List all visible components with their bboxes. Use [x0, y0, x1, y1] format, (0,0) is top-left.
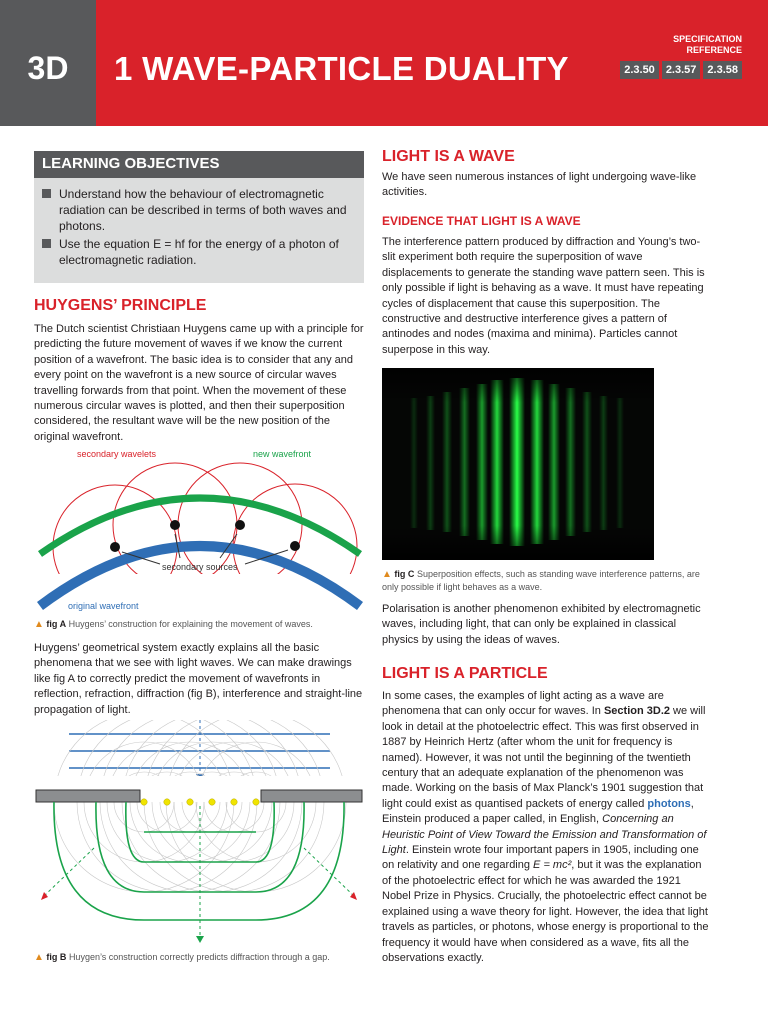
- huygens-paragraph-2: Huygens’ geometrical system exactly explains all the basic phenomena that we see with light waves. We can make drawings like fig A to correctly predict the movement of wavefronts in reflection, refraction, diffraction (fig B), interference and straight-line propagation of light.: [34, 642, 363, 716]
- fig-b-caption: [34, 951, 364, 964]
- gap-source-dot: [164, 799, 170, 805]
- gap-source-dot: [253, 799, 259, 805]
- text-run: , Einstein produced a paper called, in English,: [382, 797, 694, 826]
- page-title: 1 WAVE-PARTICLE DUALITY: [114, 50, 569, 87]
- light-particle-paragraph: [382, 689, 712, 966]
- learning-objectives-box: [34, 151, 364, 283]
- text-run: , but it was the explanation of the photoelectric effect for which he was awarded the 1921 Nobel Prize in Physics. Crucially, the photoelectric effect cannot be explained using a wave theory for light. However, the idea that light travels as particles, or photons, whose energy is proportional to the frequency it would have when considered as a wave, fits all the observations exactly.: [382, 859, 709, 964]
- gap-source-dot: [141, 799, 147, 805]
- chapter-code: 3D: [27, 50, 69, 86]
- gap-source-dot: [187, 799, 193, 805]
- text-run: In some cases, the examples of light acting as a wave are phenomena that can only occur for waves. In: [382, 690, 664, 718]
- evidence-subheading: EVIDENCE THAT LIGHT IS A WAVE: [382, 214, 581, 228]
- fig-c-label: fig C: [394, 569, 415, 579]
- outgoing-arrow-icon: [196, 936, 204, 943]
- secondary-source-dot: [170, 520, 180, 530]
- section-reference: Section 3D.2: [603, 705, 670, 718]
- secondary-sources-label: secondary sources: [162, 562, 238, 572]
- spec-ref: 2.3.57: [662, 61, 701, 79]
- spec-ref: 2.3.50: [620, 61, 659, 79]
- fig-a-label: fig A: [46, 619, 67, 629]
- huygens-paragraph-1: The Dutch scientist Christiaan Huygens came up with a principle for predicting the future movement of waves if we know the current position of a wavefront. The basic idea is to consider that any and every point on the wavefront is a new source of circular waves travelling forwards from that point. When the movement of these numerous circular waves is plotted, and then their superposition considered, the resultant wave will be the new position of the original wavefront.: [34, 323, 364, 443]
- huygens-heading: HUYGENS’ PRINCIPLE: [34, 297, 207, 314]
- fig-a-caption-text: Huygens’ construction for explaining the movement of waves.: [68, 619, 313, 629]
- fig-b-diagram: [34, 720, 364, 944]
- light-wave-paragraph-2: The interference pattern produced by diffraction and Young’s two-slit experiment both require the superposition of wave displacements to generate the standing wave pattern seen. This is only possible if light is behaving as a wave. It must have repeating cycles of displacement that cause this superposition. The constructive and destructive interference gives a pattern of antinodes and nodes (maxima and minima). Particles cannot superpose in this way.: [382, 236, 705, 356]
- fig-b-label: fig B: [46, 952, 67, 962]
- fig-b-caption-text: Huygen’s construction correctly predicts diffraction through a gap.: [68, 952, 330, 962]
- text-run: . Einstein wrote four important papers in 1905, including one on relativity and one regarding: [382, 844, 699, 872]
- learning-objectives-list: [34, 178, 364, 268]
- fig-a-caption: [34, 618, 364, 631]
- light-wave-paragraph-3: Polarisation is another phenomenon exhibited by electromagnetic waves, including light, that can only be explained in classical physics by using the ideas of waves.: [382, 603, 701, 646]
- spec-reference-label: [673, 34, 742, 56]
- gap-source-dot: [231, 799, 237, 805]
- spec-label-line-2: REFERENCE: [686, 45, 742, 55]
- photons-keyword: photons: [647, 797, 691, 810]
- objective-item: Understand how the behaviour of electromagnetic radiation can be described in terms of both waves and photons.: [42, 186, 356, 234]
- light-wave-heading: LIGHT IS A WAVE: [382, 148, 515, 165]
- fig-c-caption-text: Superposition effects, such as standing wave interference patterns, are only possible if light behaves as a wave.: [382, 569, 700, 592]
- light-particle-heading: LIGHT IS A PARTICLE: [382, 665, 548, 682]
- spec-references: [620, 61, 742, 79]
- learning-objectives-heading: LEARNING OBJECTIVES: [34, 151, 364, 178]
- paper-title: Concerning an Heuristic Point of View Toward the Emission and Transformation of Light: [382, 813, 707, 857]
- fig-a-diagram: [30, 446, 370, 618]
- fig-c-interference-photo: [382, 368, 654, 560]
- caption-triangle-icon: ▲: [382, 569, 392, 580]
- secondary-source-dot: [290, 541, 300, 551]
- secondary-wavelets-label: secondary wavelets: [77, 449, 157, 459]
- text-run: we will look in detail at the photoelectric effect. This was first observed in 1887 by Heinrich Hertz (after whom the unit for frequency is named). However, it was not until the beginning of the twentieth century that an adequate explanation of the phenomenon was made. Working on the basis of Max Planck’s 1901 suggestion that light could exist as quantised packets of energy called: [382, 705, 706, 810]
- spec-label-line-1: SPECIFICATION: [673, 34, 742, 44]
- objective-item: Use the equation E = hf for the energy of a photon of electromagnetic radiation.: [42, 236, 356, 268]
- caption-triangle-icon: ▲: [34, 952, 44, 963]
- light-wave-paragraph-1: We have seen numerous instances of light undergoing wave-like activities.: [382, 171, 697, 199]
- original-wavefront-label: original wavefront: [68, 601, 139, 611]
- equation: E = mc²: [533, 859, 572, 872]
- secondary-source-dot: [235, 520, 245, 530]
- spec-ref: 2.3.58: [703, 61, 742, 79]
- caption-triangle-icon: ▲: [34, 619, 44, 630]
- right-arrow-icon: [350, 892, 357, 900]
- new-wavefront-label: new wavefront: [253, 449, 312, 459]
- fig-c-caption: [382, 568, 712, 593]
- left-arrow-icon: [41, 892, 48, 900]
- gap-source-dot: [209, 799, 215, 805]
- secondary-source-dot: [110, 542, 120, 552]
